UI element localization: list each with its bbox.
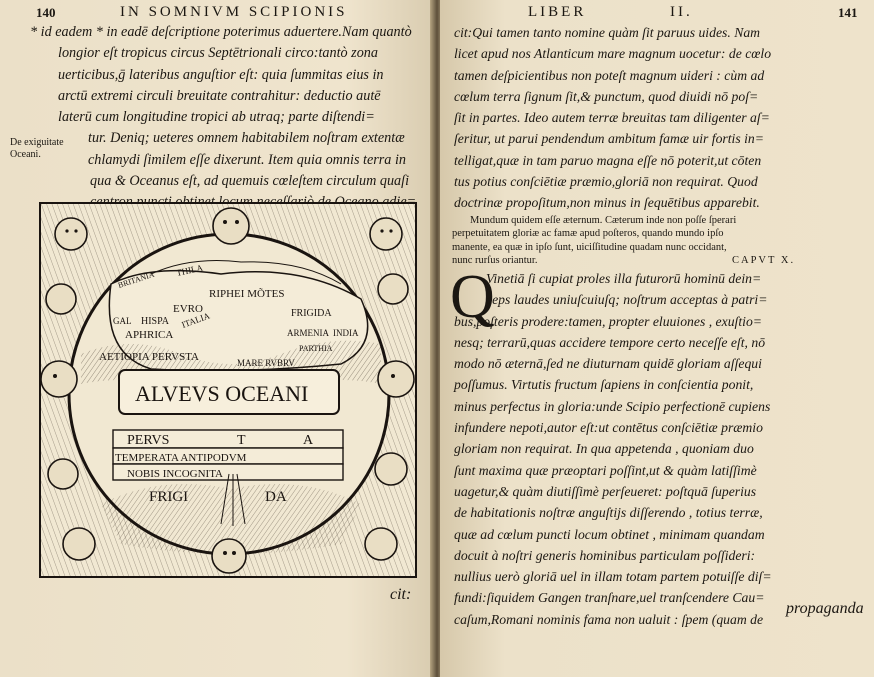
map-label-euro: EVRO [173, 303, 203, 315]
text-line: modo nō æternā,ſed ne diuturnam quidē gloriam aſſequi [454, 356, 762, 372]
text-line: poſſumus. Virtutis fructum ſapiens in conſcientia ponit, [454, 377, 754, 393]
running-head-left: LIBER [528, 4, 587, 20]
text-line: longior eſt tropicus circus Septētrionali circo:tantò zona [58, 45, 378, 62]
text-line: infundere nepoti,autor eſt:ut contētus conſciētiæ præmio [454, 420, 763, 436]
page-number: 140 [36, 5, 56, 20]
summary-line: Mundum quidem eſſe æternum. Cæterum inde non poſſe ſperari [470, 215, 737, 226]
text-line: chlamydi ſimilem eſſe dixerunt. Item quia omnis terra in [88, 151, 406, 168]
map-label-india: INDIA [333, 328, 359, 338]
text-line: qua & Oceanus eſt, ad quemuis cœleſtem circulum quaſi [90, 173, 410, 190]
map-label-frigida-top: FRIGIDA [291, 308, 332, 319]
summary-line: manente, ea quæ in ipſo ſunt, uiciſſitudine quadam nunc occidant, [452, 241, 727, 253]
text-line: laterū cum longitudine tropici ab utraq; parte diſtendi= [58, 109, 375, 126]
text-line: fundi:ſiquidem Gangen tranſnare,uel tranſcendere Cau= [454, 590, 765, 606]
text-line: cœlum terra ſignum ſit,& punctum, quod diuidi nō poſ= [454, 88, 759, 104]
left-text-block [30, 22, 416, 214]
zonal-map-woodcut [39, 202, 417, 578]
map-label-armenia: ARMENIA [287, 328, 329, 338]
text-line: tamen deſpicientibus non poteſt magnum uideri : cùm ad [454, 67, 765, 83]
right-text-top [454, 22, 771, 214]
map-label-parthia: PARTHIA [299, 344, 333, 353]
text-line: ſit in partes. Ideo autem terræ breuitas tam diligenter aſ= [454, 110, 770, 126]
map-label-britania: BRITANIA [116, 269, 156, 290]
map-label-temperata: TEMPERATA ANTIPODVM [115, 452, 247, 464]
map-label-perusta-b: A [303, 433, 314, 448]
map-illustration [41, 204, 415, 576]
text-line: Vinetiā ſi cupiat proles illa futurorū hominū dein= [486, 271, 762, 286]
map-label-aphrica: APHRICA [125, 329, 174, 341]
drop-capital: Q [450, 263, 495, 331]
text-line: caſum,Romani nominis fama non ualuit : ſpem (quam de [454, 611, 764, 627]
running-head-right: II. [670, 4, 693, 20]
text-line: docuit à noſtri generis hominibus particulam poſſideri: [454, 547, 756, 563]
summary-line: nunc rurſus oriantur. [452, 255, 538, 267]
chapter-summary [452, 214, 736, 268]
text-line: cit:Qui tamen tanto nomine quàm ſit paruus uides. Nam [454, 25, 761, 40]
right-page [440, 0, 874, 677]
map-label-aetiopia: AETIOPIA PERVSTA [99, 351, 199, 363]
map-label-perusta-t: T [237, 433, 246, 448]
text-line: nesq; terrarū,quas accidere tempore certo neceſſe eſt, nō [454, 334, 766, 350]
map-label-thila: THILA [175, 262, 204, 278]
text-line: minus perfectus in gloria:unde Scipio perfectionē cupiens [454, 398, 771, 414]
summary-line: perpetuitatem gloriæ ac famæ apud poſteros, quando mundo ipſo [452, 228, 724, 240]
map-label-gal: GAL [113, 316, 132, 326]
text-line: arctū extremi circuli breuitate contrahitur: deductio autē [58, 87, 381, 104]
text-line: bus,poſteris prodere:tamen, propter eluuiones , exuſtio= [454, 313, 763, 329]
text-line: de habitationis noſtræ anguſtijs diſſerendo , totius terræ, [454, 505, 763, 521]
text-line: telligat,quæ in tam paruo magna eſſe nō poterit,ut cōten [454, 152, 762, 168]
running-head: IN SOMNIVM SCIPIONIS [120, 4, 348, 20]
chapter-heading: CAPVT X. [732, 255, 796, 266]
map-label-frigi: FRIGI [149, 489, 189, 505]
map-label-hispa: HISPA [141, 316, 169, 327]
map-label-da: DA [265, 489, 287, 505]
text-line: licet apud nos Atlanticum mare magnum uocetur: de cœlo [454, 46, 772, 62]
text-line: ſunt maxima quæ præoptari poſſint,ut & quàm latiſſimè [454, 462, 757, 478]
text-line: tus potius conſciētiæ præmio,gloriā non requirat. Quod [454, 174, 758, 190]
map-label-perusta-a: PERVS [127, 433, 170, 448]
text-line: ſeritur, ut parui pendendum ambitum famæ uir fortis in= [454, 131, 764, 147]
marginal-note-line: De exiguitate [10, 137, 64, 148]
map-label-nobis: NOBIS INCOGNITA [127, 468, 223, 480]
marginal-note [10, 137, 64, 161]
text-line: uerticibus,ḡ lateribus anguſtior eſt: quia ſummitas eius in [58, 66, 384, 83]
catchword: cit: [390, 586, 412, 603]
text-line: uagetur,& quàm diutiſſimè perſeueret: poſtquā ſuperius [454, 483, 757, 499]
text-line: nullius uerò gloriā uel in illam totam partem potuiſſe diſ= [454, 569, 772, 585]
page-number: 141 [838, 5, 858, 20]
text-line: tur. Deniq; ueteres omnem habitabilem noſtram extentæ [88, 130, 405, 147]
text-line: ceps laudes uniuſcuiuſq; noſtrum acceptas à patri= [486, 292, 768, 308]
marginal-note-line: Oceani. [10, 149, 41, 160]
map-label-riphei: RIPHEI MÕTES [209, 288, 285, 300]
text-line: * id eadem * in eadē deſcriptione poterimus aduertere.Nam quantò [30, 24, 412, 40]
text-line: doctrinæ propoſitum,non minus in ſequētibus apparebit. [454, 195, 760, 211]
catchword: propaganda [786, 600, 864, 617]
left-page [0, 0, 434, 677]
map-label-mare-rubrum: MARE RVBRV [237, 358, 295, 368]
map-label-alveus: ALVEVS OCEANI [135, 381, 309, 406]
map-label-italia: ITALIA [180, 310, 212, 330]
text-line: quæ ad cœlum puncti locum obtinet , minimam quandam [454, 526, 765, 542]
text-line: gloriam non requirat. In qua appetenda , quoniam duo [454, 441, 754, 457]
right-text-body [454, 268, 772, 630]
